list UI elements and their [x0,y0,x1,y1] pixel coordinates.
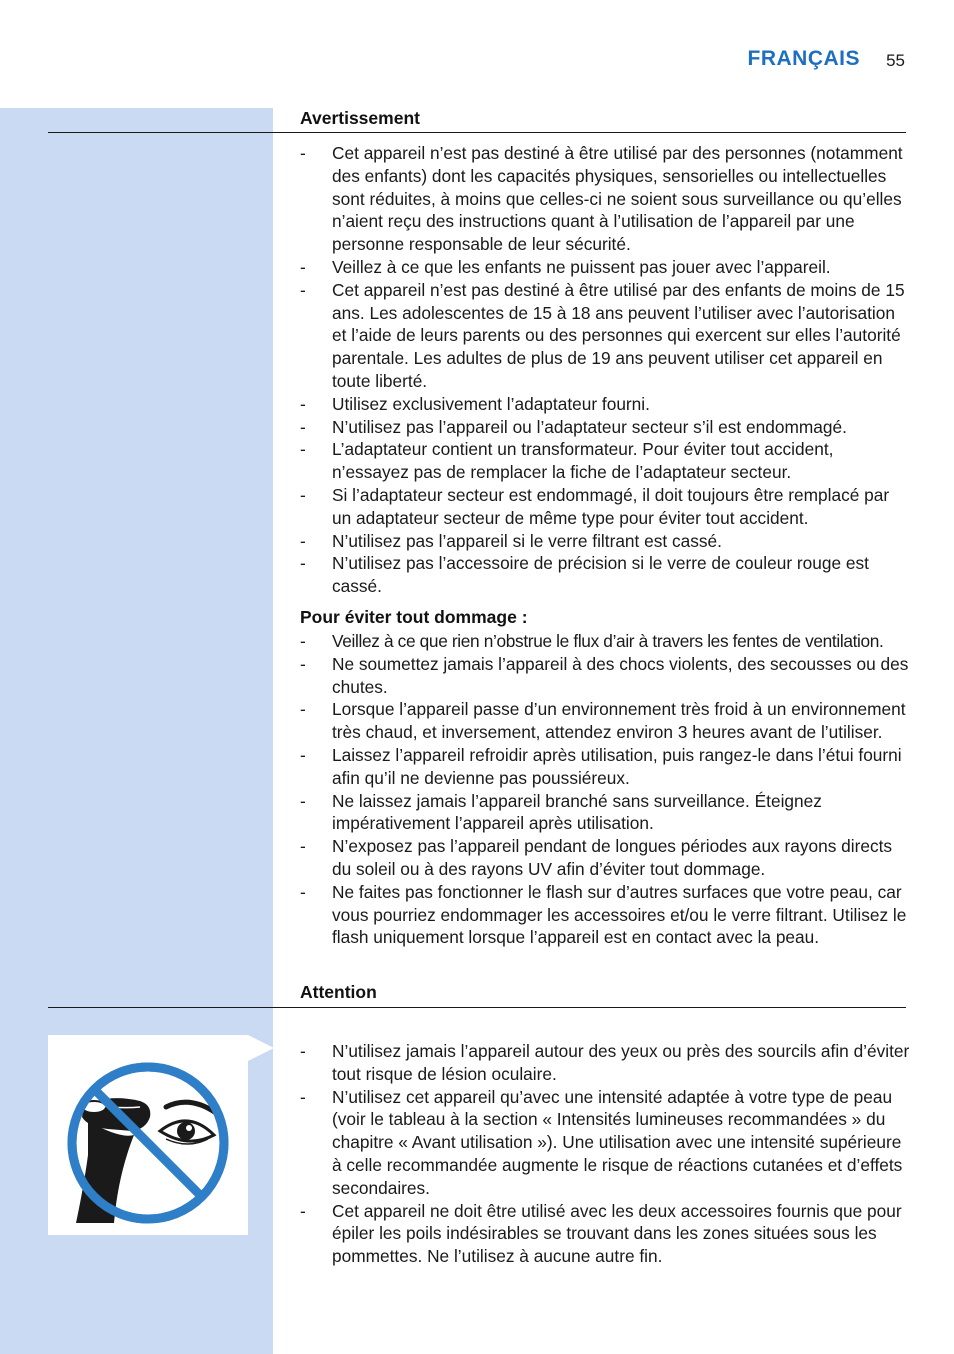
list-item: - Cet appareil n’est pas destiné à être utilisé par des enfants de moins de 15 ans. Les adolescentes de 15 à 18 ans peuvent l’utiliser avec l’autorisation et l’aide de leurs parents ou des personnes qui exercent sur elles l’autorité parentale. Les adultes de plus de 19 ans peuvent utiliser cet appareil en toute liberté. [300,279,910,393]
list-item: - Laissez l’appareil refroidir après utilisation, puis rangez-le dans l’étui fourni afin qu’il ne devienne pas poussiéreux. [300,744,910,790]
list-item: - N’utilisez pas l’accessoire de précision si le verre de couleur rouge est cassé. [300,552,910,598]
list-item: - Veillez à ce que rien n’obstrue le flux d’air à travers les fentes de ventilation. [300,630,910,653]
illustration-pointer [248,1035,274,1061]
list-item: - N’utilisez cet appareil qu’avec une intensité adaptée à votre type de peau (voir le tableau à la section « Intensités lumineuses recommandées » du chapitre « Avant utilisation »). Une utilisation avec une intensité supérieure à celle recommandée augmente le risque de réactions cutanées et d’effets secondaires. [300,1086,910,1200]
caution-rule [48,1007,906,1008]
list-item: - Ne faites pas fonctionner le flash sur d’autres surfaces que votre peau, car vous pourriez endommager les accessoires et/ou le verre filtrant. Utilisez le flash uniquement lorsque l’appareil est en contact avec la peau. [300,881,910,949]
damage-heading: Pour éviter tout dommage : [300,607,528,627]
damage-list [300,630,910,949]
list-item: - Cet appareil ne doit être utilisé avec les deux accessoires fournis que pour épiler les poils indésirables se trouvant dans les zones situées sous les pommettes. Ne l’utilisez à aucune autre fin. [300,1200,910,1268]
list-item: - Cet appareil n’est pas destiné à être utilisé par des personnes (notamment des enfants) dont les capacités physiques, sensorielles ou intellectuelles sont réduites, à moins que celles-ci ne soient sous surveillance ou qu’elles n’aient reçu des instructions quant à l’utilisation de l’appareil par une personne responsable de leur sécurité. [300,142,910,256]
list-item: - Lorsque l’appareil passe d’un environnement très froid à un environnement très chaud, et inversement, attendez environ 3 heures avant de l’utiliser. [300,698,910,744]
list-item: - Ne soumettez jamais l’appareil à des chocs violents, des secousses ou des chutes. [300,653,910,699]
list-item: - N’exposez pas l’appareil pendant de longues périodes aux rayons directs du soleil ou à des rayons UV afin d’éviter tout dommage. [300,835,910,881]
language-label: FRANÇAIS [747,47,860,70]
warning-heading: Avertissement [300,108,420,128]
list-item: - N’utilisez jamais l’appareil autour des yeux ou près des sourcils afin d’éviter tout risque de lésion oculaire. [300,1040,910,1086]
list-item: - Veillez à ce que les enfants ne puissent pas jouer avec l’appareil. [300,256,910,279]
list-item: - Si l’adaptateur secteur est endommagé, il doit toujours être remplacé par un adaptateur secteur de même type pour éviter tout accident. [300,484,910,530]
page-number: 55 [886,51,905,70]
no-device-near-eye-icon [48,1035,248,1235]
list-item: - Utilisez exclusivement l’adaptateur fourni. [300,393,910,416]
warning-rule [48,132,906,133]
list-item: - L’adaptateur contient un transformateur. Pour éviter tout accident, n’essayez pas de remplacer la fiche de l’adaptateur secteur. [300,438,910,484]
caution-heading: Attention [300,982,377,1002]
caution-list [300,1040,910,1268]
list-item: - N’utilisez pas l’appareil ou l’adaptateur secteur s’il est endommagé. [300,416,910,439]
list-item: - N’utilisez pas l’appareil si le verre filtrant est cassé. [300,530,910,553]
caution-illustration [48,1035,248,1235]
list-item: - Ne laissez jamais l’appareil branché sans surveillance. Éteignez impérativement l’appareil après utilisation. [300,790,910,836]
warning-list [300,142,910,598]
